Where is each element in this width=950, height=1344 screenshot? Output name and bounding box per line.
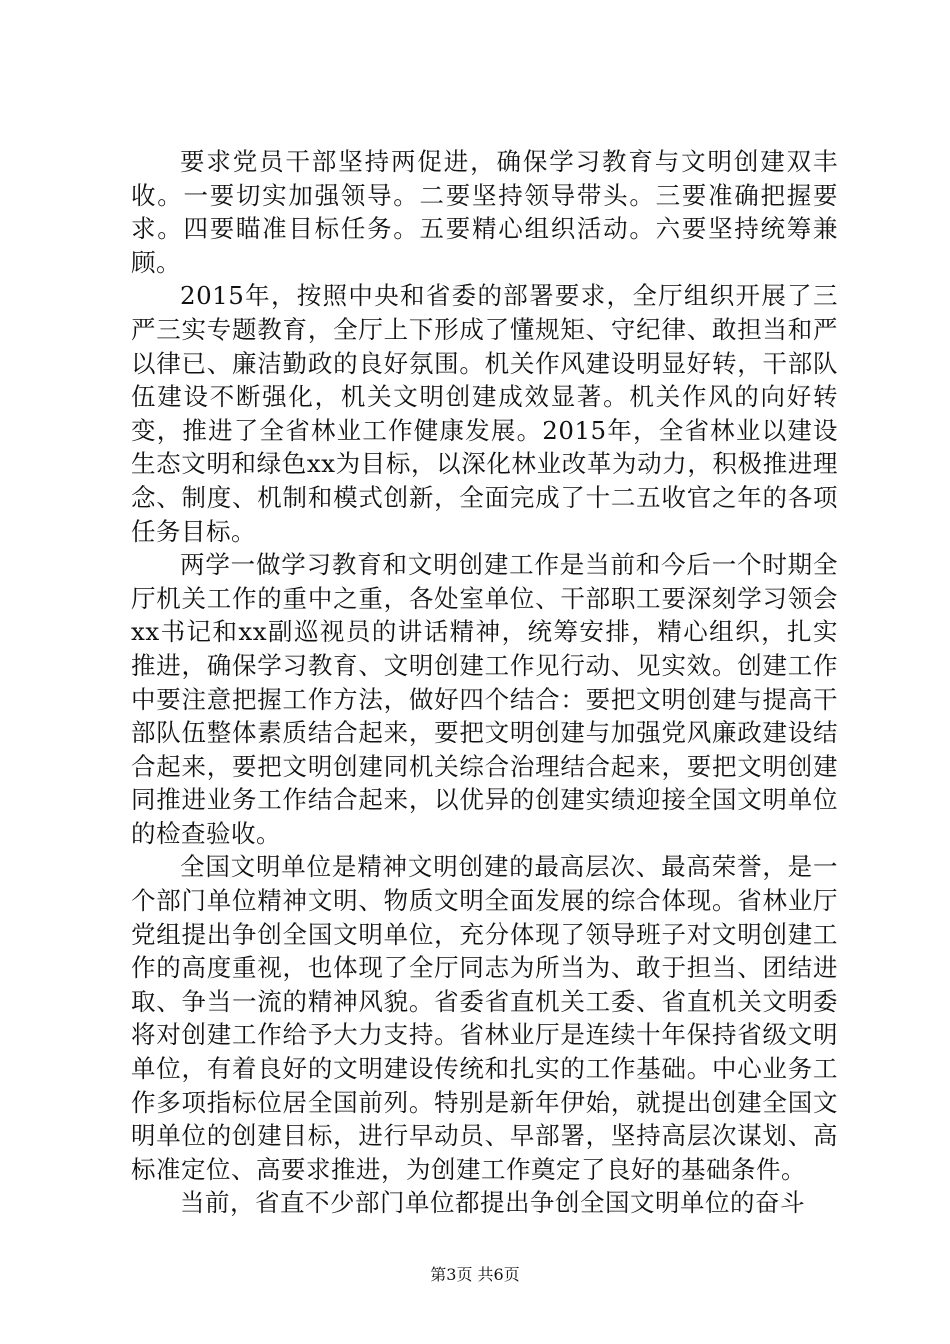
paragraph: 2015年，按照中央和省委的部署要求，全厅组织开展了三严三实专题教育，全厅上下形成了懂规矩、守纪律、敢担当和严以律已、廉洁勤政的良好氛围。机关作风建设明显好转，干部队伍建设不断强化，机关文明创建成效显著。机关作风的向好转变，推进了全省林业工作健康发展。2015年，全省林业以建设生态文明和绿色xx为目标，以深化林业改革为动力，积极推进理念、制度、机制和模式创新，全面完成了十二五收官之年的各项任务目标。	[131, 281, 838, 546]
document-body	[131, 145, 838, 1220]
paragraph: 要求党员干部坚持两促进，确保学习教育与文明创建双丰收。一要切实加强领导。二要坚持领导带头。三要准确把握要求。四要瞄准目标任务。五要精心组织活动。六要坚持统筹兼顾。	[131, 147, 838, 277]
paragraph: 当前，省直不少部门单位都提出争创全国文明单位的奋斗	[180, 1188, 805, 1218]
page-footer	[0, 1262, 950, 1285]
page-number: 第3页 共6页	[430, 1265, 520, 1284]
paragraph: 两学一做学习教育和文明创建工作是当前和今后一个时期全厅机关工作的重中之重，各处室单位、干部职工要深刻学习领会xx书记和xx副巡视员的讲话精神，统筹安排，精心组织，扎实推进，确保学习教育、文明创建工作见行动、见实效。创建工作中要注意把握工作方法，做好四个结合：要把文明创建与提高干部队伍整体素质结合起来，要把文明创建与加强党风廉政建设结合起来，要把文明创建同机关综合治理结合起来，要把文明创建同推进业务工作结合起来，以优异的创建实绩迎接全国文明单位的检查验收。	[131, 550, 838, 848]
paragraph: 全国文明单位是精神文明创建的最高层次、最高荣誉，是一个部门单位精神文明、物质文明全面发展的综合体现。省林业厅党组提出争创全国文明单位，充分体现了领导班子对文明创建工作的高度重视，也体现了全厅同志为所当为、敢于担当、团结进取、争当一流的精神风貌。省委省直机关工委、省直机关文明委将对创建工作给予大力支持。省林业厅是连续十年保持省级文明单位，有着良好的文明建设传统和扎实的工作基础。中心业务工作多项指标位居全国前列。特别是新年伊始，就提出创建全国文明单位的创建目标，进行早动员、早部署，坚持高层次谋划、高标准定位、高要求推进，为创建工作奠定了良好的基础条件。	[131, 852, 838, 1184]
